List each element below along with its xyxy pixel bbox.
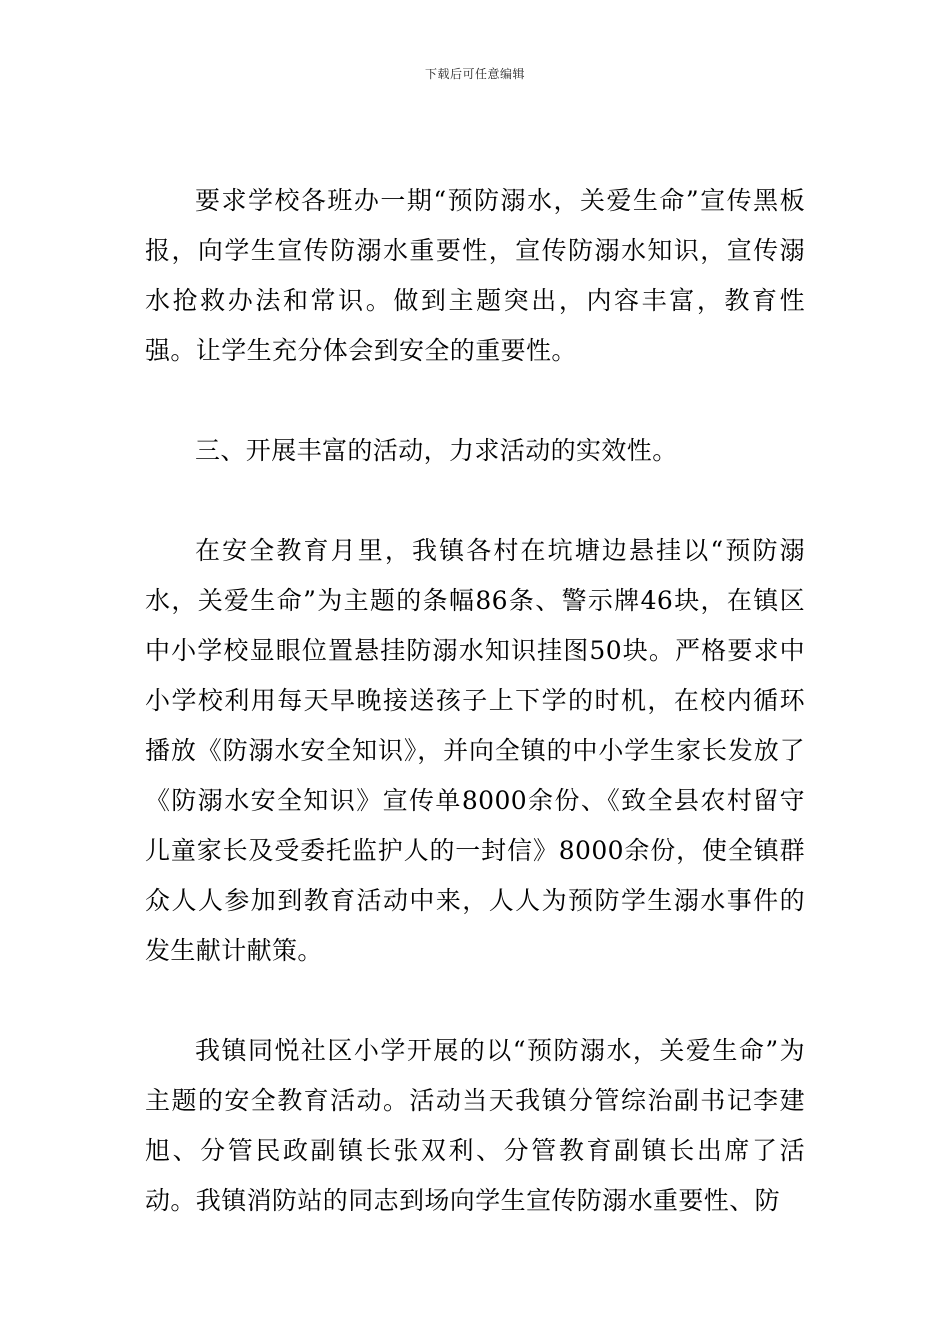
paragraph-school-activity: 我镇同悦社区小学开展的以“预防溺水，关爱生命”为主题的安全教育活动。活动当天我镇分管综治副书记李建旭、分管民政副镇长张双利、分管教育副镇长出席了活动。我镇消防站的同志到场向学生宣传防溺水重要性、防 bbox=[145, 1036, 805, 1215]
document-body bbox=[145, 176, 805, 1226]
paragraph-gap bbox=[145, 476, 805, 526]
page-header: 下载后可任意编辑 bbox=[424, 67, 525, 81]
paragraph-gap bbox=[145, 976, 805, 1026]
section-heading: 三、开展丰富的活动，力求活动的实效性。 bbox=[195, 436, 678, 465]
paragraph-safety-month: 在安全教育月里，我镇各村在坑塘边悬挂以“预防溺水，关爱生命”为主题的条幅86条、警示牌46块，在镇区中小学校显眼位置悬挂防溺水知识挂图50块。严格要求中小学校利用每天早晚接送孩子上下学的时机，在校内循环播放《防溺水安全知识》，并向全镇的中小学生家长发放了《防溺水安全知识》宣传单8000余份、《致全县农村留守儿童家长及受委托监护人的一封信》8000余份，使全镇群众人人参加到教育活动中来，人人为预防学生溺水事件的发生献计献策。 bbox=[145, 536, 805, 965]
paragraph-gap bbox=[145, 376, 805, 426]
paragraph-blackboard: 要求学校各班办一期“预防溺水，关爱生命”宣传黑板报，向学生宣传防溺水重要性，宣传防溺水知识，宣传溺水抢救办法和常识。做到主题突出，内容丰富，教育性强。让学生充分体会到安全的重要性。 bbox=[145, 186, 805, 365]
